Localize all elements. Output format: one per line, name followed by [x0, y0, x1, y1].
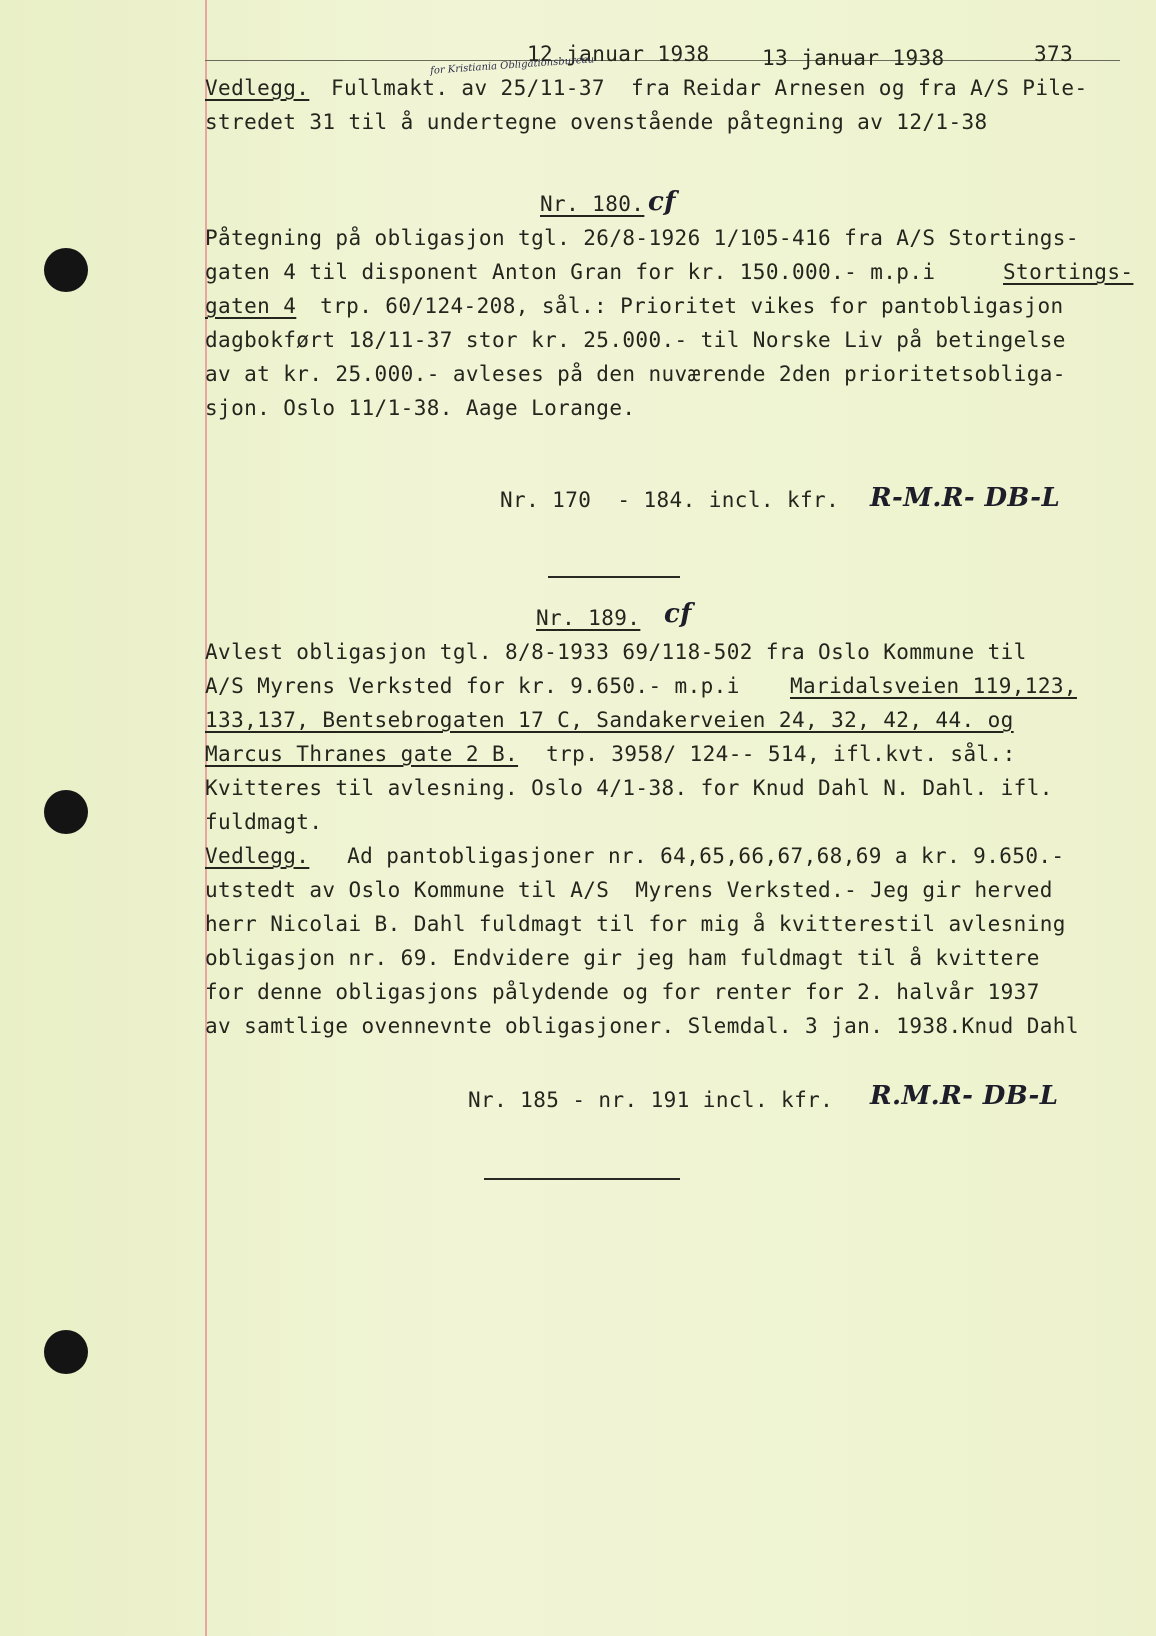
- binder-hole: [44, 248, 88, 292]
- entry-189-line: A/S Myrens Verksted for kr. 9.650.- m.p.i: [205, 674, 753, 698]
- entry-heading-180: Nr. 180.: [540, 192, 645, 216]
- entry-180-underlined-address: Stortings-: [1003, 260, 1134, 284]
- entry-180-underlined-address: gaten 4: [205, 294, 297, 318]
- vedlegg-line: utstedt av Oslo Kommune til A/S Myrens Verksted.- Jeg gir herved: [205, 878, 1053, 902]
- page-number: 373: [1034, 42, 1074, 66]
- vedlegg-line: av samtlige ovennevnte obligasjoner. Slemdal. 3 jan. 1938.Knud Dahl: [205, 1014, 1079, 1038]
- binder-hole: [44, 790, 88, 834]
- entry-initials-180: cf: [648, 187, 676, 217]
- summary-line: Nr. 185 - nr. 191 incl. kfr.: [468, 1088, 834, 1112]
- separator-rule: [548, 576, 680, 578]
- summary-line: Nr. 170 - 184. incl. kfr.: [500, 488, 840, 512]
- entry-180-line: sjon. Oslo 11/1-38. Aage Lorange.: [205, 396, 636, 420]
- handwritten-signature: R-M.R- DB-L: [870, 483, 1061, 513]
- entry-189-line: fuldmagt.: [205, 810, 323, 834]
- header-date-2: 13 januar 1938: [762, 46, 945, 70]
- entry-180-line: trp. 60/124-208, sål.: Prioritet vikes for pantobligasjon: [294, 294, 1064, 318]
- entry-189-line: Avlest obligasjon tgl. 8/8-1933 69/118-502 fra Oslo Kommune til: [205, 640, 1027, 664]
- entry-189-line: trp. 3958/ 124-- 514, ifl.kvt. sål.:: [520, 742, 1016, 766]
- handwritten-header-note: for Kristiania Obligationsbureau: [429, 54, 595, 77]
- vedlegg-line: Fullmakt. av 25/11-37 fra Reidar Arnesen og fra A/S Pile-: [331, 76, 1088, 100]
- vedlegg-line: for denne obligasjons pålydende og for renter for 2. halvår 1937: [205, 980, 1040, 1004]
- vedlegg-line: obligasjon nr. 69. Endvidere gir jeg ham fuldmagt til å kvittere: [205, 946, 1040, 970]
- entry-180-line: gaten 4 til disponent Anton Gran for kr. 150.000.- m.p.i: [205, 260, 949, 284]
- entry-initials-189: cf: [664, 599, 692, 629]
- entry-heading-189: Nr. 189.: [536, 606, 641, 630]
- vedlegg-line: Ad pantobligasjoner nr. 64,65,66,67,68,69 a kr. 9.650.-: [321, 844, 1065, 868]
- entry-180-line: av at kr. 25.000.- avleses på den nuværende 2den prioritetsobliga-: [205, 362, 1066, 386]
- entry-189-line: Kvitteres til avlesning. Oslo 4/1-38. for Knud Dahl N. Dahl. ifl.: [205, 776, 1053, 800]
- header-date-1: 12 januar 1938: [527, 42, 710, 66]
- separator-rule: [484, 1178, 680, 1180]
- entry-189-underlined-address: 133,137, Bentsebrogaten 17 C, Sandakerveien 24, 32, 42, 44. og: [205, 708, 1014, 732]
- binder-hole: [44, 1330, 88, 1374]
- handwritten-signature: R.M.R- DB-L: [870, 1081, 1059, 1111]
- entry-189-underlined-address: Maridalsveien 119,123,: [790, 674, 1077, 698]
- entry-180-line: dagbokført 18/11-37 stor kr. 25.000.- til Norske Liv på betingelse: [205, 328, 1066, 352]
- entry-180-line: Påtegning på obligasjon tgl. 26/8-1926 1/105-416 fra A/S Stortings-: [205, 226, 1079, 250]
- entry-189-underlined-address: Marcus Thranes gate 2 B.: [205, 742, 519, 766]
- vedlegg-line: stredet 31 til å undertegne ovenstående påtegning av 12/1-38: [205, 110, 988, 134]
- vedlegg-label: Vedlegg.: [205, 76, 310, 100]
- vedlegg-line: herr Nicolai B. Dahl fuldmagt til for mig å kvitterestil avlesning: [205, 912, 1066, 936]
- vedlegg-label: Vedlegg.: [205, 844, 310, 868]
